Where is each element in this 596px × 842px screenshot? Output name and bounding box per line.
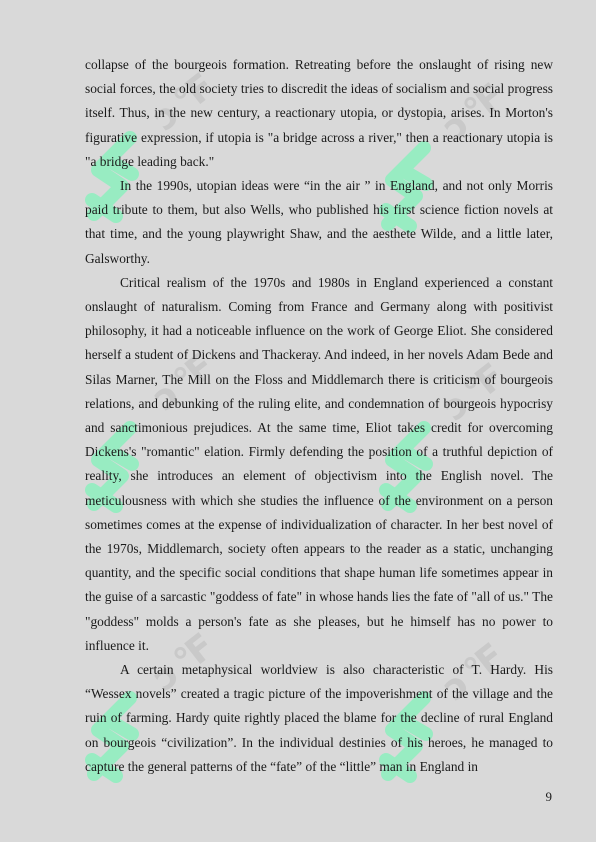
paragraph-2: In the 1990s, utopian ideas were “in the air ” in England, and not only Morris paid tribute to them, but also Wells, who published his first science fiction novels at that time, and the young playwright Shaw, and the aesthete Wilde, and a little later, Galsworthy. [85, 178, 553, 266]
watermark-glyph: ↄ℉ [145, 622, 228, 699]
paragraph-1: collapse of the bourgeois formation. Retreating before the onslaught of rising new social forces, the old society tries to discredit the ideas of socialism and social progress itself. Thus, in the new century, a reactionary utopia, or dystopia, arises. In Morton's figurative expression, if utopia is "a bridge across a river," then a reactionary utopia is "a bridge leading back." [85, 57, 553, 169]
body-text [85, 53, 553, 779]
watermark-glyph: ↄ℉ [145, 62, 228, 139]
paragraph-3: Critical realism of the 1970s and 1980s in England experienced a constant onslaught of naturalism. Coming from France and Germany along with positivist philosophy, it had a noticeable influence on the work of George Eliot. She considered herself a student of Dickens and Thackeray. And indeed, in her novels Adam Bede and Silas Marner, The Mill on the Floss and Middlemarch there is criticism of bourgeois relations, and debunking of the ruling elite, and condemnation of bourgeois hypocrisy and sanctimonious prejudices. At the same time, Eliot takes credit for overcoming Dickens's "romantic" elation. Firmly defending the position of a truthful depiction of reality, she introduces an element of objectivism into the English novel. The meticulousness with which she studies the influence of the environment on a person sometimes comes at the expense of individualization of character. In her best novel of the 1970s, Middlemarch, society often appears to the reader as a static, unchanging quantity, and the specific social conditions that shape human life sometimes appear in the guise of a sarcastic "goddess of fate" in whose hands lies the fate of "all of us." The "goddess" molds a person's fate as she pleases, but he himself has no power to influence it. [85, 274, 553, 653]
watermark-glyph: ↄ℉ [145, 342, 228, 419]
watermark-glyph: ↄ℉ [435, 72, 518, 149]
paragraph-4: A certain metaphysical worldview is also characteristic of T. Hardy. His “Wessex novels” created a tragic picture of the impoverishment of the village and the ruin of farming. Hardy quite rightly placed the blame for the decline of rural England on bourgeois “civilization”. In the individual destinies of his heroes, he managed to capture the general patterns of the “fate” of the “little” man in England in [85, 662, 553, 774]
page-number: 9 [545, 789, 552, 804]
watermark-glyph: ↄ℉ [435, 352, 518, 429]
watermark-glyph: ↄ℉ [435, 632, 518, 709]
